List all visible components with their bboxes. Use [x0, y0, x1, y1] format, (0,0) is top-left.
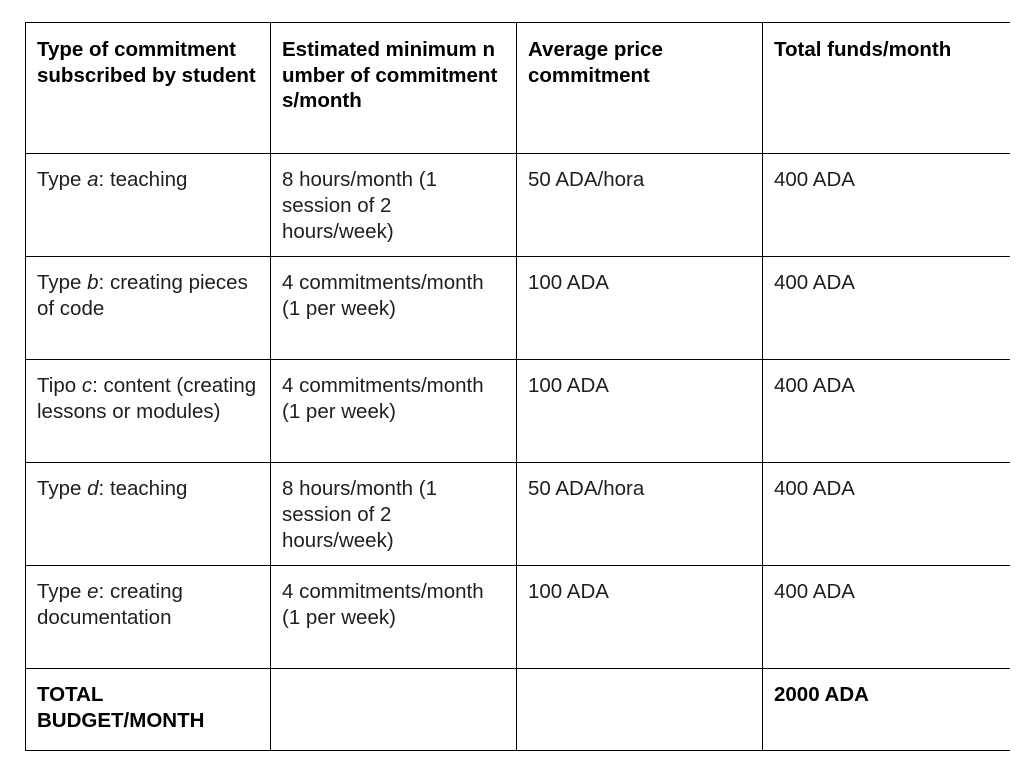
type-letter: d	[87, 477, 99, 500]
commitment-type-cell	[26, 360, 271, 463]
type-prefix: Type	[37, 580, 88, 603]
total-funds-cell: 400 ADA	[763, 463, 1010, 566]
header-total-funds: Total funds/month	[763, 23, 1010, 154]
average-price-cell: 100 ADA	[517, 257, 763, 360]
type-letter: b	[87, 271, 99, 294]
type-letter: e	[87, 580, 99, 603]
type-description: : teaching	[98, 477, 188, 500]
average-price-cell: 50 ADA/hora	[517, 463, 763, 566]
estimated-commitments-cell: 8 hours/month (1 session of 2 hours/week)	[271, 154, 517, 257]
total-budget-label: TOTAL BUDGET/MONTH	[26, 669, 271, 751]
total-estimated-cell	[271, 669, 517, 751]
table-row	[26, 257, 1010, 360]
estimated-commitments-cell: 4 commitments/month (1 per week)	[271, 257, 517, 360]
type-prefix: Type	[37, 168, 88, 191]
average-price-cell: 100 ADA	[517, 360, 763, 463]
estimated-commitments-cell: 4 commitments/month (1 per week)	[271, 566, 517, 669]
commitment-type-cell	[26, 257, 271, 360]
total-funds-cell: 400 ADA	[763, 566, 1010, 669]
total-budget-row	[26, 669, 1010, 751]
table-row	[26, 154, 1010, 257]
total-price-cell	[517, 669, 763, 751]
commitment-type-cell	[26, 154, 271, 257]
total-budget-value: 2000 ADA	[763, 669, 1010, 751]
header-average-price: Average price commitment	[517, 23, 763, 154]
type-letter: c	[81, 374, 93, 397]
type-description: : creating pieces of code	[37, 271, 248, 320]
commitment-type-cell	[26, 566, 271, 669]
header-estimated-commitments: Estimated minimum number of commitments/month	[271, 23, 517, 154]
average-price-cell: 100 ADA	[517, 566, 763, 669]
commitment-budget-table	[25, 22, 1010, 751]
type-prefix: Type	[37, 477, 88, 500]
estimated-commitments-cell: 4 commitments/month (1 per week)	[271, 360, 517, 463]
type-description: : creating documentation	[37, 580, 183, 629]
type-description: : teaching	[98, 168, 188, 191]
table-row	[26, 360, 1010, 463]
table-row	[26, 463, 1010, 566]
header-commitment-type: Type of commitment subscribed by student	[26, 23, 271, 154]
average-price-cell: 50 ADA/hora	[517, 154, 763, 257]
estimated-commitments-cell: 8 hours/month (1 session of 2 hours/week)	[271, 463, 517, 566]
total-funds-cell: 400 ADA	[763, 257, 1010, 360]
type-letter: a	[87, 168, 99, 191]
table-row	[26, 566, 1010, 669]
type-prefix: Type	[37, 271, 88, 294]
total-funds-cell: 400 ADA	[763, 360, 1010, 463]
total-funds-cell: 400 ADA	[763, 154, 1010, 257]
commitment-type-cell	[26, 463, 271, 566]
table-header-row	[26, 23, 1010, 154]
type-description: : content (creating lessons or modules)	[37, 374, 257, 423]
type-prefix: Tipo	[37, 374, 82, 397]
